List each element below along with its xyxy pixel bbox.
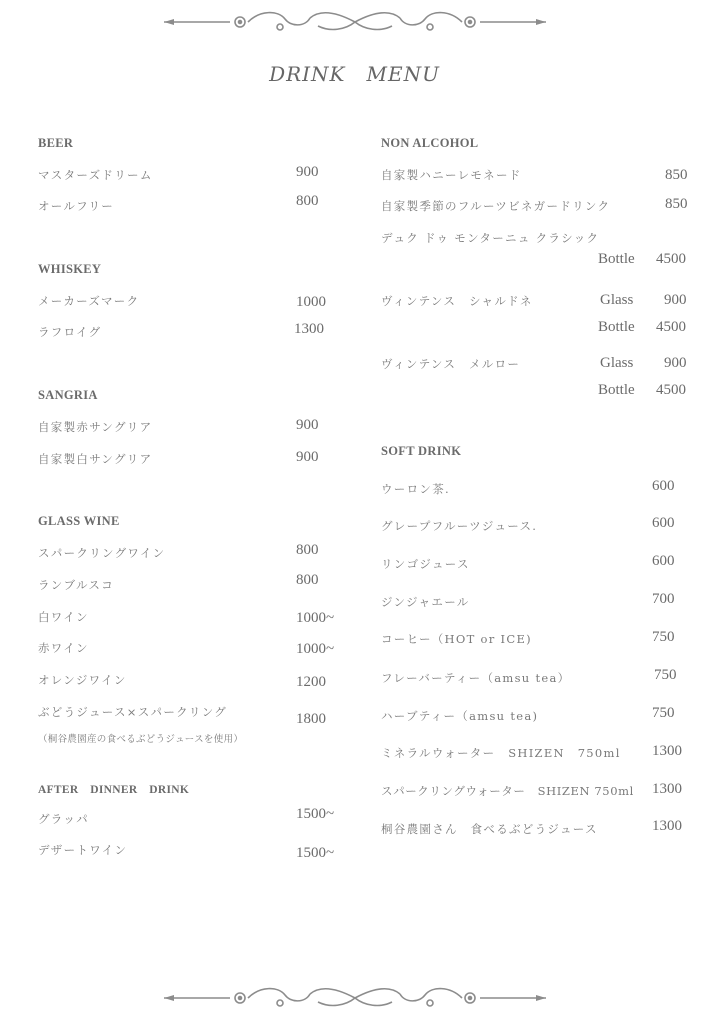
menu-item-name: ぶどうジュース×スパークリング [38, 705, 228, 719]
menu-item-price: 850 [665, 167, 688, 183]
bottle-label: Bottle [598, 251, 635, 267]
menu-item-price: 1300 [652, 743, 682, 759]
menu-item-price: 600 [652, 478, 675, 494]
bottle-price: 4500 [656, 251, 686, 267]
menu-item-name: ウーロン茶. [381, 482, 450, 496]
menu-item-name: リンゴジュース [381, 557, 470, 571]
menu-item-price: 1300 [652, 818, 682, 834]
glass-label: Glass [600, 292, 634, 308]
bottle-price: 4500 [656, 319, 686, 335]
menu-item-name: 自家製赤サングリア [38, 420, 153, 434]
glass-price: 900 [664, 355, 687, 371]
menu-item-price: 900 [296, 164, 319, 180]
menu-item-name: グレープフルーツジュース. [381, 519, 538, 533]
menu-item-name: オールフリー [38, 199, 115, 213]
menu-item-name: ハーブティー（amsu tea) [381, 709, 539, 723]
menu-item-name: ヴィンテンス シャルドネ [381, 294, 533, 308]
menu-item-price: 1000 [296, 294, 326, 310]
section-heading-non-alcohol: NON ALCOHOL [381, 136, 479, 150]
menu-item-name: 自家製白サングリア [38, 452, 153, 466]
menu-item-price: 600 [652, 553, 675, 569]
section-heading-sangria: SANGRIA [38, 388, 98, 402]
menu-item-price: 900 [296, 417, 319, 433]
menu-item-price: 750 [652, 705, 675, 721]
menu-item-price: 1500~ [296, 806, 335, 822]
menu-item-name: デザートワイン [38, 843, 128, 857]
menu-item-name: デュク ドゥ モンターニュ クラシック [381, 231, 600, 245]
menu-item-price: 800 [296, 193, 319, 209]
glass-price: 900 [664, 292, 687, 308]
menu-item-name: フレーバーティー（amsu tea） [381, 671, 571, 685]
top-ornament-icon [160, 10, 550, 34]
menu-item-name: 桐谷農園さん 食べるぶどうジュース [381, 822, 598, 836]
menu-item-name: ミネラルウォーター SHIZEN 750ml [381, 746, 621, 760]
menu-item-price: 750 [652, 629, 675, 645]
menu-item-name: 自家製季節のフルーツビネガードリンク [381, 199, 611, 213]
section-heading-whiskey: WHISKEY [38, 262, 102, 276]
menu-item-price: 1300 [294, 321, 324, 337]
menu-item-price: 1800 [296, 711, 326, 727]
bottle-label: Bottle [598, 382, 635, 398]
menu-item-name: マスターズドリーム [38, 168, 153, 182]
menu-item-name: スパークリングウォーター SHIZEN 750ml [381, 784, 634, 798]
bottle-price: 4500 [656, 382, 686, 398]
section-heading-after-dinner: AFTER DINNER DRINK [38, 784, 190, 796]
menu-item-price: 800 [296, 542, 319, 558]
menu-item-name: 白ワイン [38, 610, 89, 624]
menu-item-price: 900 [296, 449, 319, 465]
menu-item-name: オレンジワイン [38, 673, 127, 687]
menu-item-name: ヴィンテンス メルロー [381, 357, 521, 371]
section-heading-beer: BEER [38, 136, 74, 150]
menu-item-note: （桐谷農園産の食べるぶどうジュースを使用） [38, 734, 244, 745]
menu-item-name: グラッパ [38, 812, 89, 826]
menu-title: DRINK MENU [269, 62, 440, 86]
menu-item-name: ジンジャエール [381, 595, 470, 609]
menu-item-price: 1300 [652, 781, 682, 797]
bottom-ornament-icon [160, 986, 550, 1010]
menu-item-name: メーカーズマーク [38, 294, 140, 308]
menu-item-price: 600 [652, 515, 675, 531]
glass-label: Glass [600, 355, 634, 371]
menu-item-name: コーヒー（HOT or ICE) [381, 632, 532, 646]
bottle-label: Bottle [598, 319, 635, 335]
menu-item-price: 700 [652, 591, 675, 607]
section-heading-glass-wine: GLASS WINE [38, 514, 120, 528]
menu-item-name: ランブルスコ [38, 578, 114, 592]
menu-item-name: スパークリングワイン [38, 546, 166, 560]
menu-item-price: 1200 [296, 674, 326, 690]
menu-item-price: 850 [665, 196, 688, 212]
menu-item-price: 1000~ [296, 641, 335, 657]
section-heading-soft-drink: SOFT DRINK [381, 444, 462, 458]
menu-item-price: 750 [654, 667, 677, 683]
menu-item-name: ラフロイグ [38, 325, 102, 339]
menu-item-price: 1500~ [296, 845, 335, 861]
menu-item-price: 800 [296, 572, 319, 588]
menu-item-name: 赤ワイン [38, 641, 89, 655]
menu-item-name: 自家製ハニーレモネード [381, 168, 522, 182]
menu-item-price: 1000~ [296, 610, 335, 626]
